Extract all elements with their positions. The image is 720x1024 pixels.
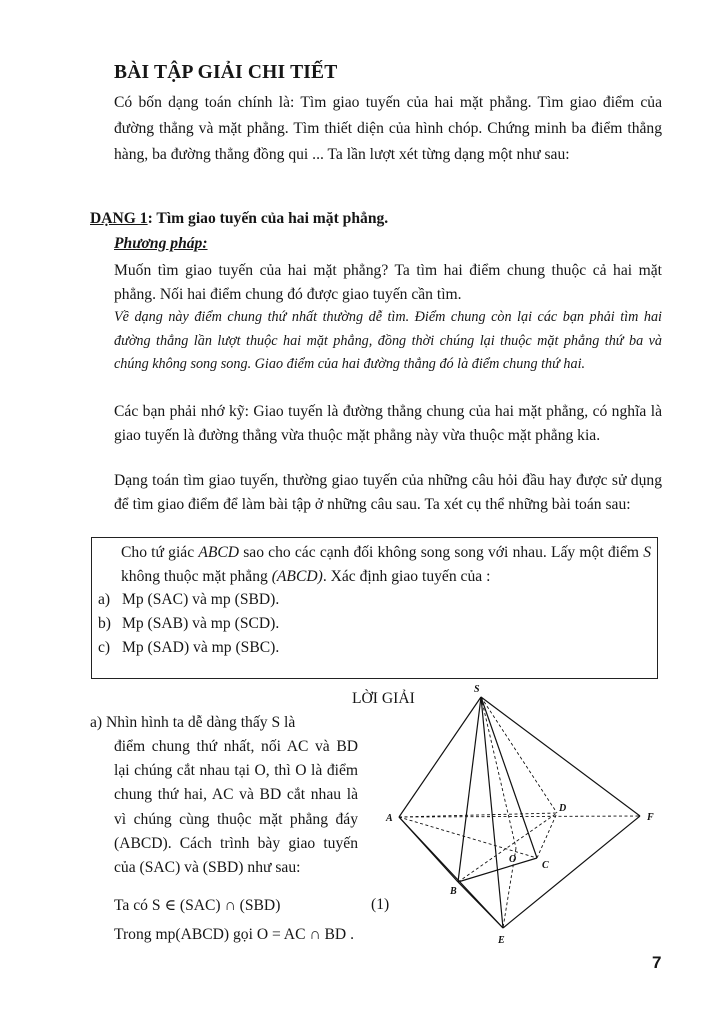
label-A: A bbox=[386, 813, 393, 824]
problem-text: Cho tứ giác bbox=[121, 544, 199, 561]
pyramid-figure bbox=[380, 680, 680, 950]
label-B: B bbox=[450, 886, 457, 897]
edge-SC bbox=[481, 697, 537, 858]
solution-heading: LỜI GIẢI bbox=[352, 690, 415, 707]
equation-1: Ta có S ∈ (SAC) ∩ (SBD) bbox=[114, 897, 281, 914]
method-paragraph-1: Muốn tìm giao tuyến của hai mặt phẳng? Ta tìm hai điểm chung thuộc cả hai mặt phẳng. Nối hai điểm chung đó được giao tuyến cần tìm. bbox=[114, 262, 662, 303]
method-paragraph-3: Các bạn phải nhớ kỹ: Giao tuyến là đường thẳng chung của hai mặt phẳng, có nghĩa là giao tuyến là đường thẳng vừa thuộc mặt phẳng này vừa thuộc mặt phẳng kia. bbox=[114, 403, 662, 444]
label-C: C bbox=[542, 860, 549, 871]
method-paragraph-2: Về dạng này điểm chung thứ nhất thường dễ tìm. Điểm chung còn lại các bạn phải tìm hai đường thẳng lần lượt thuộc hai mặt phẳng, đồng thời chúng lại thuộc mặt phẳng thứ ba và chúng không song song. Giao điểm của hai đường thẳng đó là điểm chung thứ hai. bbox=[114, 309, 662, 372]
label-D: D bbox=[559, 803, 567, 814]
item-label: a) bbox=[98, 591, 111, 608]
problem-text: ABCD bbox=[198, 544, 240, 561]
edge-AF bbox=[399, 816, 640, 817]
section-label: DẠNG 1 bbox=[90, 210, 148, 227]
edge-SE bbox=[481, 697, 503, 928]
problem-text: sao cho các cạnh đối không song song với nhau. Lấy một điểm bbox=[239, 544, 644, 561]
edge-AC bbox=[399, 817, 537, 858]
edge-BC bbox=[458, 858, 537, 882]
problem-text: (ABCD) bbox=[271, 568, 323, 585]
problem-item bbox=[98, 612, 279, 636]
item-label: c) bbox=[98, 639, 111, 656]
edge-CD bbox=[537, 813, 557, 858]
edge-EF bbox=[503, 816, 640, 928]
item-text: Mp (SAC) và mp (SBD). bbox=[122, 591, 280, 608]
label-S: S bbox=[474, 684, 480, 695]
problem-item bbox=[98, 588, 279, 612]
label-E: E bbox=[498, 935, 505, 946]
label-F: F bbox=[647, 812, 654, 823]
edge-SD bbox=[481, 697, 557, 813]
method-heading: Phương pháp: bbox=[114, 235, 208, 252]
problem-statement bbox=[121, 541, 651, 589]
problem-text: S bbox=[643, 544, 651, 561]
intro-paragraph: Có bốn dạng toán chính là: Tìm giao tuyến của hai mặt phẳng. Tìm giao điểm của đường thẳng và mặt phẳng. Tìm thiết diện của hình chóp. Chứng minh ba điểm thẳng hàng, ba đường thẳng đồng qui ... Ta lần lượt xét từng dạng một như sau: bbox=[114, 94, 662, 163]
section-title: : Tìm giao tuyến của hai mặt phẳng. bbox=[147, 210, 389, 227]
equation-2: Trong mp(ABCD) gọi O = AC ∩ BD . bbox=[114, 926, 354, 943]
edge-SF bbox=[481, 697, 640, 816]
solution-first-line: a) Nhìn hình ta dễ dàng thấy S là bbox=[90, 714, 296, 731]
solution-body: điểm chung thứ nhất, nối AC và BD lại chúng cắt nhau tại O, thì O là điểm chung thứ hai, AC và BD cắt nhau là vì chúng cùng thuộc mặt phẳng đáy (ABCD). Cách trình bày giao tuyến của (SAC) và (SBD) như sau: bbox=[114, 738, 358, 877]
problem-item bbox=[98, 636, 279, 660]
page-title: BÀI TẬP GIẢI CHI TIẾT bbox=[114, 62, 338, 83]
item-text: Mp (SAD) và mp (SBC). bbox=[122, 639, 280, 656]
item-label: b) bbox=[98, 615, 111, 632]
problem-text: . Xác định giao tuyến của : bbox=[322, 568, 491, 585]
page-number: 7 bbox=[652, 953, 662, 972]
equation-1-number: (1) bbox=[371, 896, 390, 913]
item-text: Mp (SAB) và mp (SCD). bbox=[122, 615, 280, 632]
label-O: O bbox=[509, 854, 517, 865]
method-paragraph-4: Dạng toán tìm giao tuyến, thường giao tuyến của những câu hỏi đầu hay được sử dụng để tìm giao điểm để làm bài tập ở những câu sau. Ta xét cụ thể những bài toán sau: bbox=[114, 472, 662, 513]
section-heading bbox=[90, 210, 388, 228]
problem-text: không thuộc mặt phẳng bbox=[121, 568, 272, 585]
